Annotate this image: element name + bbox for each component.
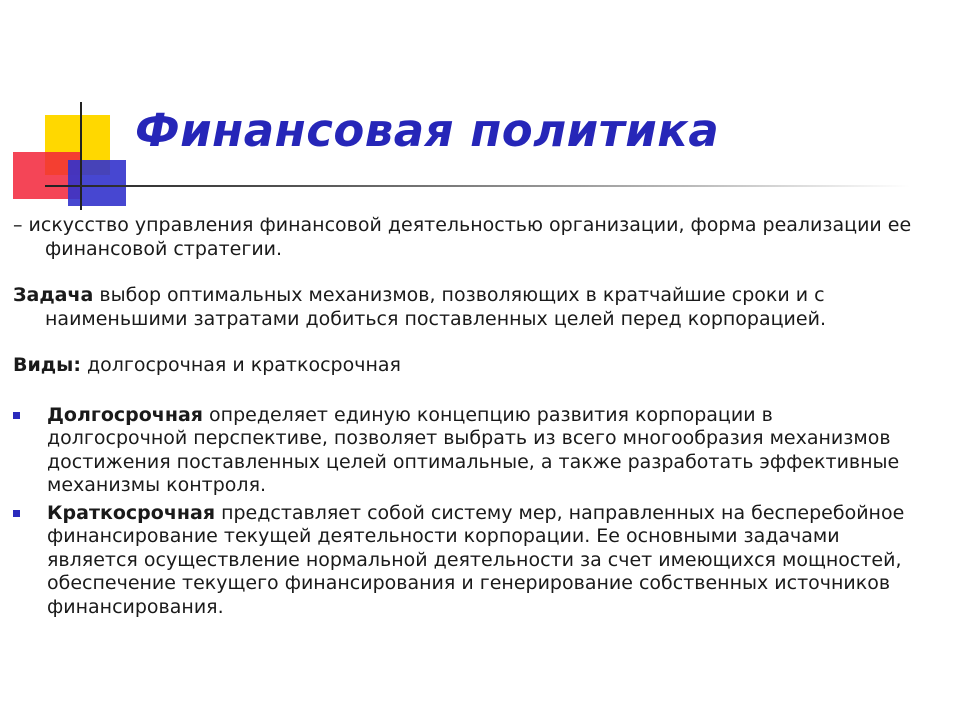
bullet-text: представляет собой систему мер, направленных на бесперебойное финансирование текущей деятельности корпорации. Ее основными задачами является осуществление нормальной деятельности за счет имеющихся мощностей, обеспечение текущего финансирования и генерирование собственных источников финансирования.	[47, 501, 905, 618]
list-item-long-term	[13, 404, 918, 498]
definition-paragraph: – искусство управления финансовой деятельностью организации, форма реализации ее финансовой стратегии.	[13, 214, 912, 260]
types-paragraph	[13, 354, 918, 378]
slide-body	[13, 214, 918, 619]
bullet-term: Краткосрочная	[47, 501, 216, 524]
square-bullet-icon	[13, 412, 20, 419]
title-underline	[45, 185, 910, 187]
bullet-text: определяет единую концепцию развития корпорации в долгосрочной перспективе, позволяет выбрать из всего многообразия механизмов достижения поставленных целей оптимальные, а также разработать эффективные механизмы контроля.	[47, 403, 900, 496]
slide-title: Финансовая политика	[135, 104, 720, 157]
vertical-divider-line	[80, 102, 82, 210]
types-text: долгосрочная и краткосрочная	[80, 354, 401, 376]
square-bullet-icon	[13, 510, 20, 517]
task-paragraph	[13, 284, 918, 331]
task-text: выбор оптимальных механизмов, позволяющих в кратчайшие сроки и с наименьшими затратами добиться поставленных целей перед корпорацией.	[45, 284, 826, 330]
types-label: Виды:	[13, 354, 81, 376]
bullet-term: Долгосрочная	[47, 403, 203, 426]
types-bullet-list	[13, 404, 918, 620]
blue-square	[68, 160, 126, 206]
decorative-squares-logo	[0, 0, 140, 210]
list-item-short-term	[13, 502, 918, 620]
task-label: Задача	[13, 284, 94, 306]
